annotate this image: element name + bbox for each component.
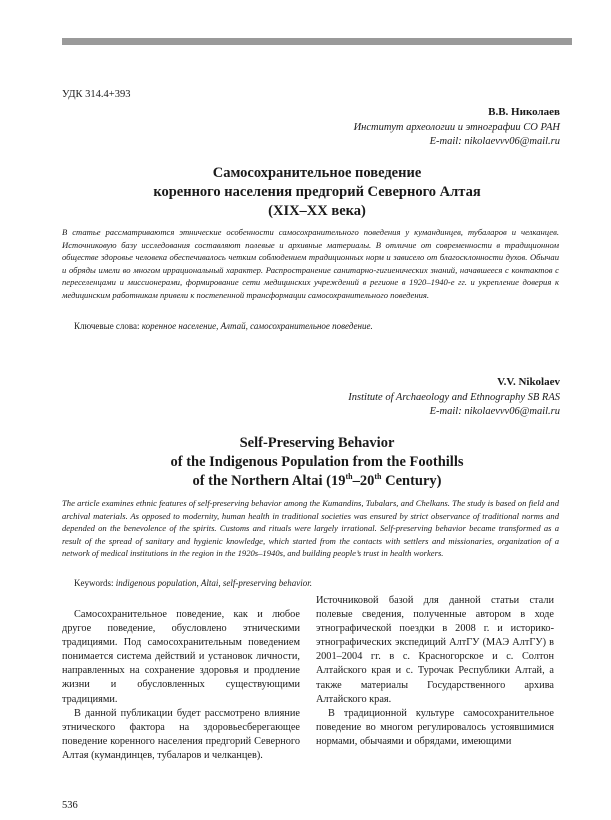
abstract-ru: В статье рассматриваются этнические особенности самосохранительного поведения у кумандинцев, тубаларов и челканцев. Источниковую базу исследования составляют полевые и архивные материалы. В отличие от современности в традиционном обществе здоровье человека обеспечивалось четким соблюдением традиционных норм и зависело от благосклонности духов. Обычаи и обряды имели во многом иррациональный характер. Распространение санитарно-гигиенических знаний, начавшееся с контактов с переселенцами и миссионерами, формирование сети медицинских учреждений в регионе в 1920–1940-е гг. и укрепление доверия к медицинским работникам привели к постепенной трансформации самосохранительного поведения. (62, 227, 559, 300)
affiliation-en-name: Institute of Archaeology and Ethnography SB RAS (348, 392, 560, 403)
header-rule (62, 38, 572, 45)
title-en-line3-a: of the Northern Altai (19 (192, 473, 346, 489)
body-column-left (62, 608, 300, 763)
title-en-line3-c: Century) (381, 473, 442, 489)
keywords-ru-list: коренное население, Алтай, самосохранительное поведение. (141, 321, 373, 331)
keywords-ru-label: Ключевые слова: (74, 321, 140, 331)
title-en-line3 (62, 472, 572, 491)
email-en[interactable]: E-mail: nikolaevvv06@mail.ru (429, 405, 560, 417)
page-number: 536 (62, 800, 78, 811)
title-en-sup1: th (345, 472, 353, 482)
body-paragraph: В традиционной культуре самосохранительное поведение во многом регулировалось устоявшимися нормами, обычаями и обрядами, имеющими (316, 707, 554, 747)
title-ru (62, 164, 572, 221)
author-ru: В.В. Николаев (488, 106, 560, 118)
udk-code: УДК 314.4+393 (62, 89, 131, 100)
title-ru-line1: Самосохранительное поведение (212, 165, 422, 181)
keywords-en (74, 577, 559, 589)
body-column-right (316, 594, 554, 749)
keywords-en-label: Keywords: (74, 578, 114, 588)
title-en-line2: of the Indigenous Population from the Foothills (170, 454, 464, 470)
affiliation-en (348, 391, 560, 418)
title-ru-line3: (XIX–XX века) (268, 203, 366, 219)
keywords-ru (74, 320, 559, 332)
keywords-en-list: indigenous population, Altai, self-preserving behavior. (115, 578, 312, 588)
title-en (62, 434, 572, 491)
author-en: V.V. Nikolaev (497, 376, 560, 388)
abstract-en: The article examines ethnic features of self-preserving behavior among the Kumandins, Tubalars, and Chelkans. The study is based on field and archival materials. As opposed to modernity, human health in traditional societies was ensured by strict observance of traditional norms and depended on the benevolence of the spirits. Customs and rituals were largely irrational. Self-preserving behavior became transformed as a result of the spread of sanitary and hygienic knowledge, which started from the contacts with settlers and missionaries, organization of a network of medical institutions in the region in the 1920s–1940s, and building people’s trust in health workers. (62, 498, 559, 559)
body-paragraph: Самосохранительное поведение, как и любое другое поведение, обусловлено этническими традициями. Под самосохранительным поведением понимается система действий и установок личности, направленных на сохранение здоровья и продление жизни и обусловленных существующими традициями. (62, 609, 300, 705)
body-paragraph: Источниковой базой для данной статьи стали полевые сведения, полученные автором в ходе этнографической поездки в 2008 г. и историко-этнографических экспедиций АлтГУ (МАЭ АлтГУ) в 2001–2004 гг. в с. Красногорское и с. Солтон Алтайского края и с. Турочак Республики Алтай, а также материалы Государственного архива Алтайского края. (316, 595, 554, 705)
title-en-line3-b: –20 (352, 473, 375, 489)
title-en-sup2: th (374, 472, 382, 482)
affiliation-ru (354, 121, 560, 148)
title-ru-line2: коренного населения предгорий Северного Алтая (153, 184, 481, 200)
title-en-line1: Self-Preserving Behavior (239, 435, 395, 451)
body-paragraph: В данной публикации будет рассмотрено влияние этнического фактора на здоровьесберегающее поведение коренного населения предгорий Северного Алтая (кумандинцев, тубаларов и челканцев). (62, 707, 300, 761)
email-ru[interactable]: E-mail: nikolaevvv06@mail.ru (429, 135, 560, 147)
affiliation-ru-name: Институт археологии и этнографии СО РАН (353, 122, 560, 133)
